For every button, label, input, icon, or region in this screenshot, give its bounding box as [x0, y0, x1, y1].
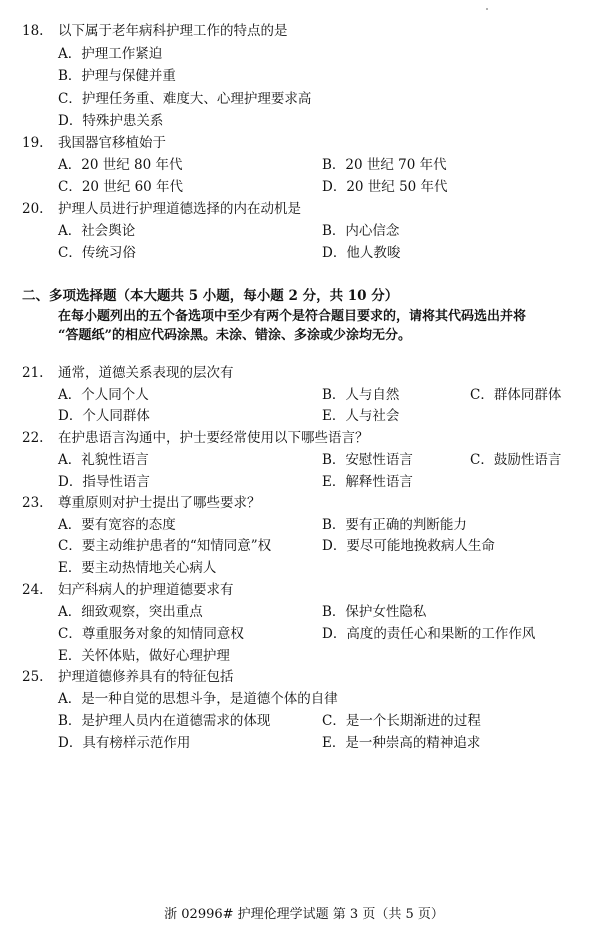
question-number: 19.: [22, 135, 44, 151]
question-text: 护理道德修养具有的特征包括: [58, 669, 234, 685]
option: D．他人教唆: [322, 245, 401, 261]
option: D．指导性语言: [58, 474, 150, 490]
question-number: 21.: [22, 365, 44, 381]
section-instruction: “答题纸”的相应代码涂黑。未涂、错涂、多涂或少涂均无分。: [58, 328, 411, 343]
question-25: [22, 668, 234, 686]
question-19: [22, 134, 166, 152]
option: B．20 世纪 70 年代: [322, 157, 447, 173]
option: D．20 世纪 50 年代: [322, 179, 448, 195]
question-number: 25.: [22, 669, 44, 685]
option: B．要有正确的判断能力: [322, 517, 467, 533]
question-text: 我国器官移植始于: [58, 135, 166, 151]
question-number: 22.: [22, 430, 44, 446]
option: E．解释性语言: [322, 474, 413, 490]
question-number: 18.: [22, 23, 44, 39]
scan-speck: [486, 8, 488, 10]
question-number: 23.: [22, 495, 44, 511]
option: E．是一种崇高的精神追求: [322, 735, 481, 751]
option: C．群体同群体: [470, 387, 562, 403]
option: A．要有宽容的态度: [58, 517, 176, 533]
question-text: 护理人员进行护理道德选择的内在动机是: [58, 201, 301, 217]
section-instruction: 在每小题列出的五个备选项中至少有两个是符合题目要求的，请将其代码选出并将: [58, 309, 527, 324]
option: E．关怀体贴，做好心理护理: [58, 648, 230, 664]
question-22: [22, 429, 369, 447]
section-heading: 二、多项选择题（本大题共 5 小题，每小题 2 分，共 10 分）: [22, 288, 399, 304]
option: A．个人同个人: [58, 387, 149, 403]
question-20: [22, 200, 301, 218]
question-number: 24.: [22, 582, 44, 598]
option: B．人与自然: [322, 387, 400, 403]
option: C．尊重服务对象的知情同意权: [58, 626, 244, 642]
option: D．具有榜样示范作用: [58, 735, 191, 751]
option: B．安慰性语言: [322, 452, 413, 468]
option: C．鼓励性语言: [470, 452, 562, 468]
question-18: [22, 22, 288, 40]
question-text: 以下属于老年病科护理工作的特点的是: [58, 23, 288, 39]
option: C．要主动维护患者的“知情同意”权: [58, 538, 272, 554]
option: A．细致观察，突出重点: [58, 604, 203, 620]
question-21: [22, 364, 234, 382]
question-text: 通常，道德关系表现的层次有: [58, 365, 234, 381]
option: B．护理与保健并重: [58, 68, 176, 84]
option: A．护理工作紧迫: [58, 46, 163, 62]
option: D．特殊护患关系: [58, 113, 164, 129]
option: B．是护理人员内在道德需求的体现: [58, 713, 271, 729]
option: C．是一个长期渐进的过程: [322, 713, 481, 729]
question-24: [22, 581, 234, 599]
question-text: 妇产科病人的护理道德要求有: [58, 582, 234, 598]
option: C．传统习俗: [58, 245, 136, 261]
question-23: [22, 494, 261, 512]
option: A．是一种自觉的思想斗争，是道德个体的自律: [58, 691, 338, 707]
option: D．高度的责任心和果断的工作作风: [322, 626, 536, 642]
question-number: 20.: [22, 201, 44, 217]
page-footer: 浙 02996# 护理伦理学试题 第 3 页（共 5 页）: [164, 907, 444, 922]
option: D．个人同群体: [58, 408, 150, 424]
option: E．要主动热情地关心病人: [58, 560, 217, 576]
question-text: 尊重原则对护士提出了哪些要求？: [58, 495, 261, 511]
option: B．保护女性隐私: [322, 604, 427, 620]
option: D．要尽可能地挽救病人生命: [322, 538, 495, 554]
question-text: 在护患语言沟通中，护士要经常使用以下哪些语言？: [58, 430, 369, 446]
option: E．人与社会: [322, 408, 400, 424]
option: B．内心信念: [322, 223, 400, 239]
option: C．20 世纪 60 年代: [58, 179, 184, 195]
option: A．礼貌性语言: [58, 452, 149, 468]
option: C．护理任务重、难度大、心理护理要求高: [58, 91, 312, 107]
option: A．20 世纪 80 年代: [58, 157, 183, 173]
option: A．社会舆论: [58, 223, 136, 239]
